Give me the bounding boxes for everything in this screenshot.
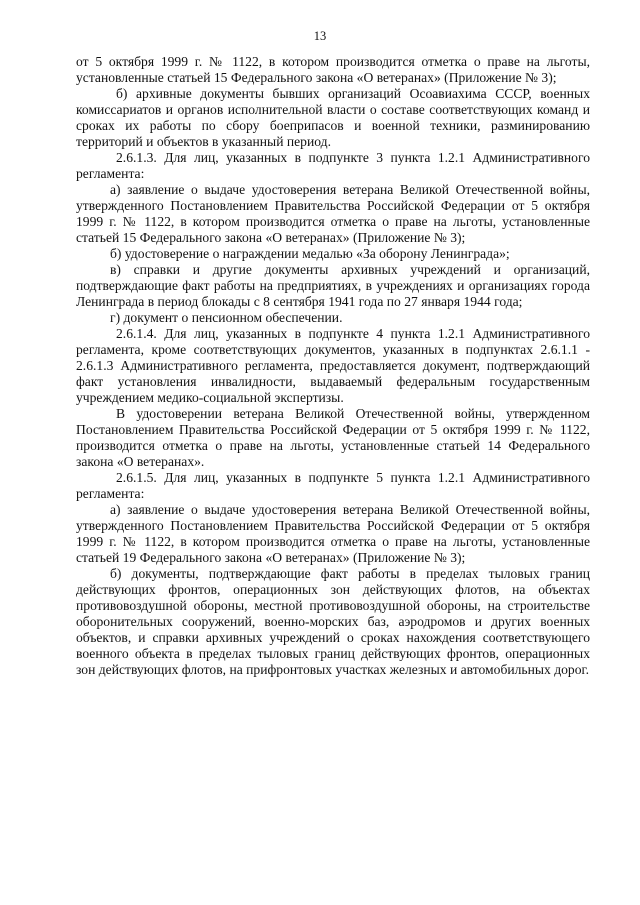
paragraph-v-certificates: в) справки и другие документы архивных учреждений и организаций, подтверждающие факт работы на предприятиях, в учреждениях и организациях города Ленинграда в период блокады с 8 сентября 1941 года по 27 января 1944 года; <box>76 262 590 309</box>
paragraph-a-application: а) заявление о выдаче удостоверения ветерана Великой Отечественной войны, утвержденного Постановлением Правительства Российской Федерации от 5 октября 1999 г. № 1122, в котором производится отметка о праве на льготы, установленные статьей 15 Федерального закона «О ветеранах» (Приложение № 3); <box>76 182 590 245</box>
paragraph-certificate-note: В удостоверении ветерана Великой Отечественной войны, утвержденном Постановлением Правительства Российской Федерации от 5 октября 1999 г. № 1122, производится отметка о праве на льготы, установленные статьей 14 Федерального закона «О ветеранах». <box>76 406 590 469</box>
paragraph-a-application-19: а) заявление о выдаче удостоверения ветерана Великой Отечественной войны, утвержденного Постановлением Правительства Российской Федерации от 5 октября 1999 г. № 1122, в котором производится отметка о праве на льготы, установленные статьей 19 Федерального закона «О ветеранах» (Приложение № 3); <box>76 502 590 565</box>
paragraph-2-6-1-4: 2.6.1.4. Для лиц, указанных в подпункте 4 пункта 1.2.1 Административного регламента, кроме соответствующих документов, указанных в подпунктах 2.6.1.1 - 2.6.1.3 Административного регламента, предоставляется документ, подтверждающий факт установления инвалидности, выдаваемый федеральным государственным учреждением медико-социальной экспертизы. <box>76 326 590 405</box>
paragraph-2-6-1-5: 2.6.1.5. Для лиц, указанных в подпункте 5 пункта 1.2.1 Административного регламента: <box>76 470 590 501</box>
paragraph-g-pension: г) документ о пенсионном обеспечении. <box>110 310 343 325</box>
page-number: 13 <box>313 29 327 43</box>
paragraph-2-6-1-3: 2.6.1.3. Для лиц, указанных в подпункте 3 пункта 1.2.1 Административного регламента: <box>76 150 590 181</box>
paragraph-b-medal: б) удостоверение о награждении медалью «За оборону Ленинграда»; <box>110 246 510 261</box>
paragraph-continuation: от 5 октября 1999 г. № 1122, в котором производится отметка о праве на льготы, установленные статьей 15 Федерального закона «О ветеранах» (Приложение № 3); <box>76 54 590 85</box>
paragraph-b-work-docs: б) документы, подтверждающие факт работы в пределах тыловых границ действующих фронтов, операционных зон действующих флотов, на объектах противовоздушной обороны, местной противовоздушной обороны, на строительстве оборонительных сооружений, военно-морских баз, аэродромов и других военных объектов, и справки архивных учреждений о сроках нахождения соответствующего военного объекта в пределах тыловых границ действующих фронтов, операционных зон действующих флотов, на прифронтовых участках железных и автомобильных дорог. <box>76 566 590 677</box>
document-body <box>76 54 590 678</box>
paragraph-b-archive-docs: б) архивные документы бывших организаций Осоавиахима СССР, военных комиссариатов и органов исполнительной власти о составе соответствующих команд и сроках их работы по сбору боеприпасов и военной техники, разминированию территорий и объектов в указанный период. <box>76 86 590 149</box>
